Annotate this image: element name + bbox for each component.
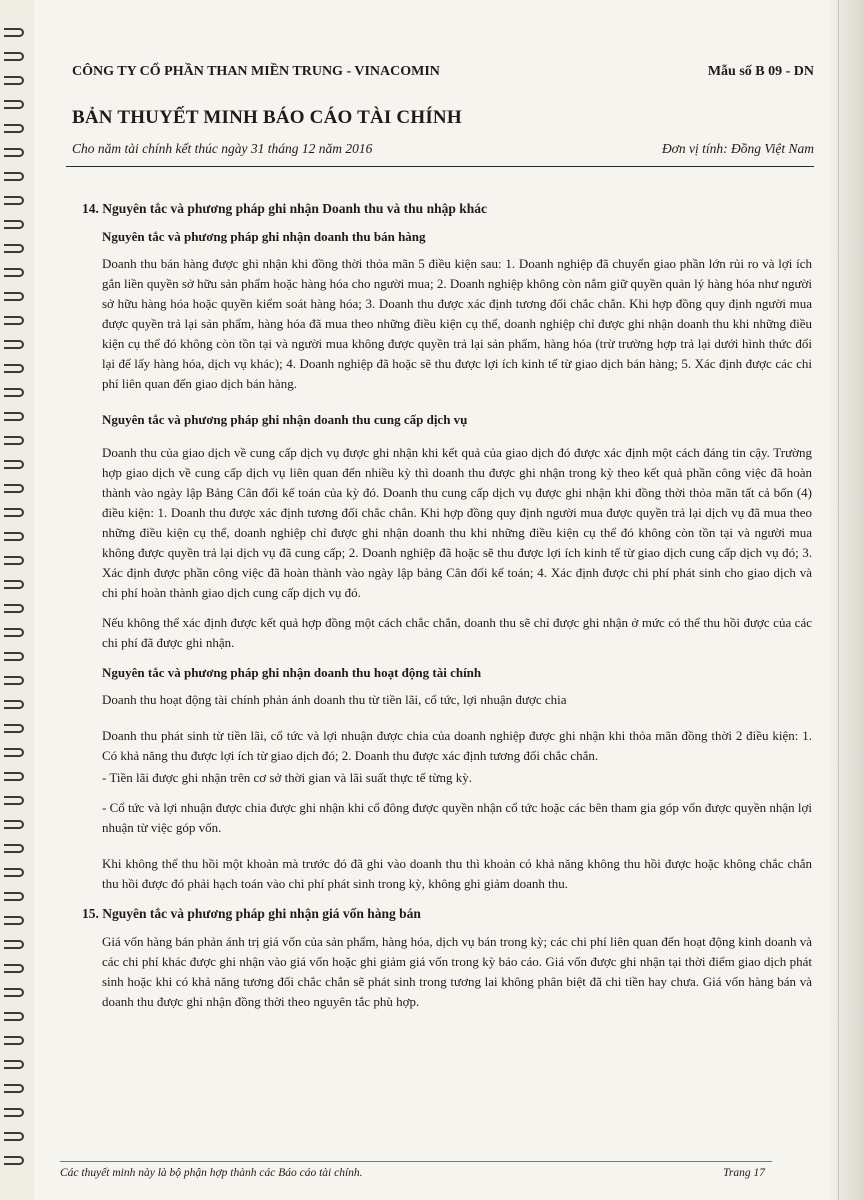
binding-ring (4, 76, 24, 85)
binding-ring (4, 460, 24, 469)
binding-ring (4, 988, 24, 997)
goods-revenue-text: Doanh thu bán hàng được ghi nhận khi đồng thời thỏa mãn 5 điều kiện sau: 1. Doanh nghiệp đã chuyển giao phần lớn rủi ro và lợi ích gắn liền quyền sở hữu sản phẩm hoặc hàng hóa cho người mua; 2. Doanh nghiệp không còn nắm giữ quyền quản lý hàng hóa như người sở hữu hàng hóa hoặc quyền kiểm soát hàng hóa; 3. Doanh thu được xác định tương đối chắc chắn. Khi hợp đồng quy định người mua được quyền trả lại sản phẩm, hàng hóa đã mua theo những điều kiện cụ thể, doanh nghiệp chỉ được ghi nhận doanh thu khi những điều kiện cụ thể đó không còn tồn tại và người mua không được quyền trả lại sản phẩm, hàng hóa (trừ trường hợp trả lại dưới hình thức đổi lại để lấy hàng hóa, dịch vụ khác); 4. Doanh nghiệp đã hoặc sẽ thu được lợi ích kinh tế từ giao dịch bán hàng; 5. Xác định được các chi phí liên quan đến giao dịch bán hàng. (102, 256, 812, 391)
reporting-period: Cho năm tài chính kết thúc ngày 31 tháng 12 năm 2016 (72, 141, 373, 156)
page-footer (60, 1167, 765, 1179)
binding-ring (4, 1156, 24, 1165)
binding-ring (4, 652, 24, 661)
binding-ring (4, 124, 24, 133)
binding-ring (4, 724, 24, 733)
binding-ring (4, 484, 24, 493)
page-edge (830, 0, 864, 1200)
binding-ring (4, 172, 24, 181)
binding-ring (4, 796, 24, 805)
binding-ring (4, 292, 24, 301)
binding-ring (4, 100, 24, 109)
binding-ring (4, 628, 24, 637)
binding-ring (4, 196, 24, 205)
binding-ring (4, 508, 24, 517)
uncollectible-note: Khi không thể thu hồi một khoản mà trước đó đã ghi vào doanh thu thì khoản có khả năng không thu hồi được hoặc không chắc chắn thu hồi được đó phải hạch toán vào chi phí phát sinh trong kỳ, không ghi giảm doanh thu. (102, 856, 812, 891)
interest-bullet: - Tiền lãi được ghi nhận trên cơ sở thời gian và lãi suất thực tế từng kỳ. (102, 770, 472, 785)
binding-ring (4, 844, 24, 853)
binding-ring (4, 1084, 24, 1093)
binding-ring (4, 1012, 24, 1021)
binding-ring (4, 556, 24, 565)
binding-ring (4, 1132, 24, 1141)
binding-ring (4, 604, 24, 613)
binding-ring (4, 28, 24, 37)
cogs-text: Giá vốn hàng bán phản ánh trị giá vốn của sản phẩm, hàng hóa, dịch vụ bán trong kỳ; các chi phí liên quan đến hoạt động kinh doanh và các chi phí khác được ghi nhận vào giá vốn hoặc ghi giảm giá vốn trong kỳ báo cáo. Giá vốn được ghi nhận tại thời điểm giao dịch phát sinh hoặc khi có khả năng tương đối chắc chắn sẽ phát sinh trong tương lai không phân biệt đã chi tiền hay chưa. Giá vốn hàng bán và doanh thu được ghi nhận đồng thời theo nguyên tắc phù hợp. (102, 934, 812, 1009)
form-code: Mẫu số B 09 - DN (707, 64, 814, 79)
binding-ring (4, 1060, 24, 1069)
binding-ring (4, 148, 24, 157)
binding-ring (4, 244, 24, 253)
binding-ring (4, 436, 24, 445)
header-divider (66, 166, 814, 167)
footer-divider (60, 1161, 772, 1162)
company-name: CÔNG TY CỔ PHẦN THAN MIỀN TRUNG - VINACOMIN (72, 64, 440, 79)
binding-ring (4, 868, 24, 877)
binding-ring (4, 532, 24, 541)
binding-ring (4, 220, 24, 229)
service-revenue-heading: Nguyên tắc và phương pháp ghi nhận doanh thu cung cấp dịch vụ (102, 412, 468, 427)
binding-ring (4, 340, 24, 349)
service-revenue-note: Nếu không thể xác định được kết quả hợp đồng một cách chắc chắn, doanh thu sẽ chỉ được ghi nhận ở mức có thể thu hồi được của các chi phí đã được ghi nhận. (102, 615, 812, 650)
service-revenue-text: Doanh thu của giao dịch về cung cấp dịch vụ được ghi nhận khi kết quả của giao dịch đó được xác định một cách đáng tin cậy. Trường hợp giao dịch về cung cấp dịch vụ liên quan đến nhiều kỳ thì doanh thu được ghi nhận trong kỳ theo kết quả phần công việc đã hoàn thành vào ngày lập Bảng Cân đối kế toán của kỳ đó. Doanh thu cung cấp dịch vụ được ghi nhận khi đồng thời thỏa mãn tất cả bốn (4) điều kiện: 1. Doanh thu được xác định tương đối chắc chắn. Khi hợp đồng quy định người mua được quyền trả lại dịch vụ đã mua theo những điều kiện cụ thể, doanh nghiệp chỉ được ghi nhận doanh thu khi những điều kiện cụ thể đó không còn tồn tại và người mua không được quyền trả lại dịch vụ đã cung cấp; 2. Doanh nghiệp đã hoặc sẽ thu được lợi ích kinh tế từ giao dịch cung cấp dịch vụ đó; 3. Xác định được phần công việc đã hoàn thành vào ngày lập bảng Cân đối kế toán; 4. Xác định được chi phí phát sinh cho giao dịch và chi phí hoàn thành giao dịch cung cấp dịch vụ đó. (102, 445, 812, 600)
financial-revenue-conditions: Doanh thu phát sinh từ tiền lãi, cổ tức và lợi nhuận được chia của doanh nghiệp được ghi nhận khi thỏa mãn đồng thời 2 điều kiện: 1. Có khả năng thu được lợi ích từ giao dịch đó; 2. Doanh thu được xác định tương đối chắc chắn. (102, 728, 812, 763)
binding-ring (4, 1108, 24, 1117)
financial-revenue-definition: Doanh thu hoạt động tài chính phản ánh doanh thu từ tiền lãi, cổ tức, lợi nhuận được chia (102, 692, 567, 707)
footer-note: Các thuyết minh này là bộ phận hợp thành các Báo cáo tài chính. (60, 1167, 363, 1179)
binding-ring (4, 364, 24, 373)
binding-ring (4, 700, 24, 709)
binding-ring (4, 316, 24, 325)
document-title: BẢN THUYẾT MINH BÁO CÁO TÀI CHÍNH (72, 107, 462, 128)
binding-ring (4, 412, 24, 421)
currency-unit: Đơn vị tính: Đồng Việt Nam (661, 141, 814, 156)
binding-ring (4, 964, 24, 973)
binding-ring (4, 1036, 24, 1045)
binding-ring (4, 52, 24, 61)
binding-ring (4, 580, 24, 589)
page-number: Trang 17 (723, 1167, 765, 1179)
dividend-bullet: - Cổ tức và lợi nhuận được chia được ghi nhận khi cổ đông được quyền nhận cổ tức hoặc các bên tham gia góp vốn được quyền nhận lợi nhuận từ việc góp vốn. (102, 800, 812, 835)
financial-revenue-heading: Nguyên tắc và phương pháp ghi nhận doanh thu hoạt động tài chính (102, 665, 482, 680)
header-subline (72, 141, 814, 157)
section-15-title: 15. Nguyên tắc và phương pháp ghi nhận giá vốn hàng bán (82, 906, 421, 921)
section-14-title: 14. Nguyên tắc và phương pháp ghi nhận Doanh thu và thu nhập khác (82, 201, 487, 216)
header-top (72, 64, 814, 80)
binding-ring (4, 820, 24, 829)
binding-ring (4, 772, 24, 781)
binding-ring (4, 676, 24, 685)
goods-revenue-heading: Nguyên tắc và phương pháp ghi nhận doanh thu bán hàng (102, 229, 426, 244)
binding-ring (4, 748, 24, 757)
spiral-binding (0, 0, 34, 1200)
binding-ring (4, 916, 24, 925)
document-body (82, 199, 812, 1022)
binding-ring (4, 268, 24, 277)
binding-ring (4, 940, 24, 949)
binding-ring (4, 892, 24, 901)
binding-ring (4, 388, 24, 397)
